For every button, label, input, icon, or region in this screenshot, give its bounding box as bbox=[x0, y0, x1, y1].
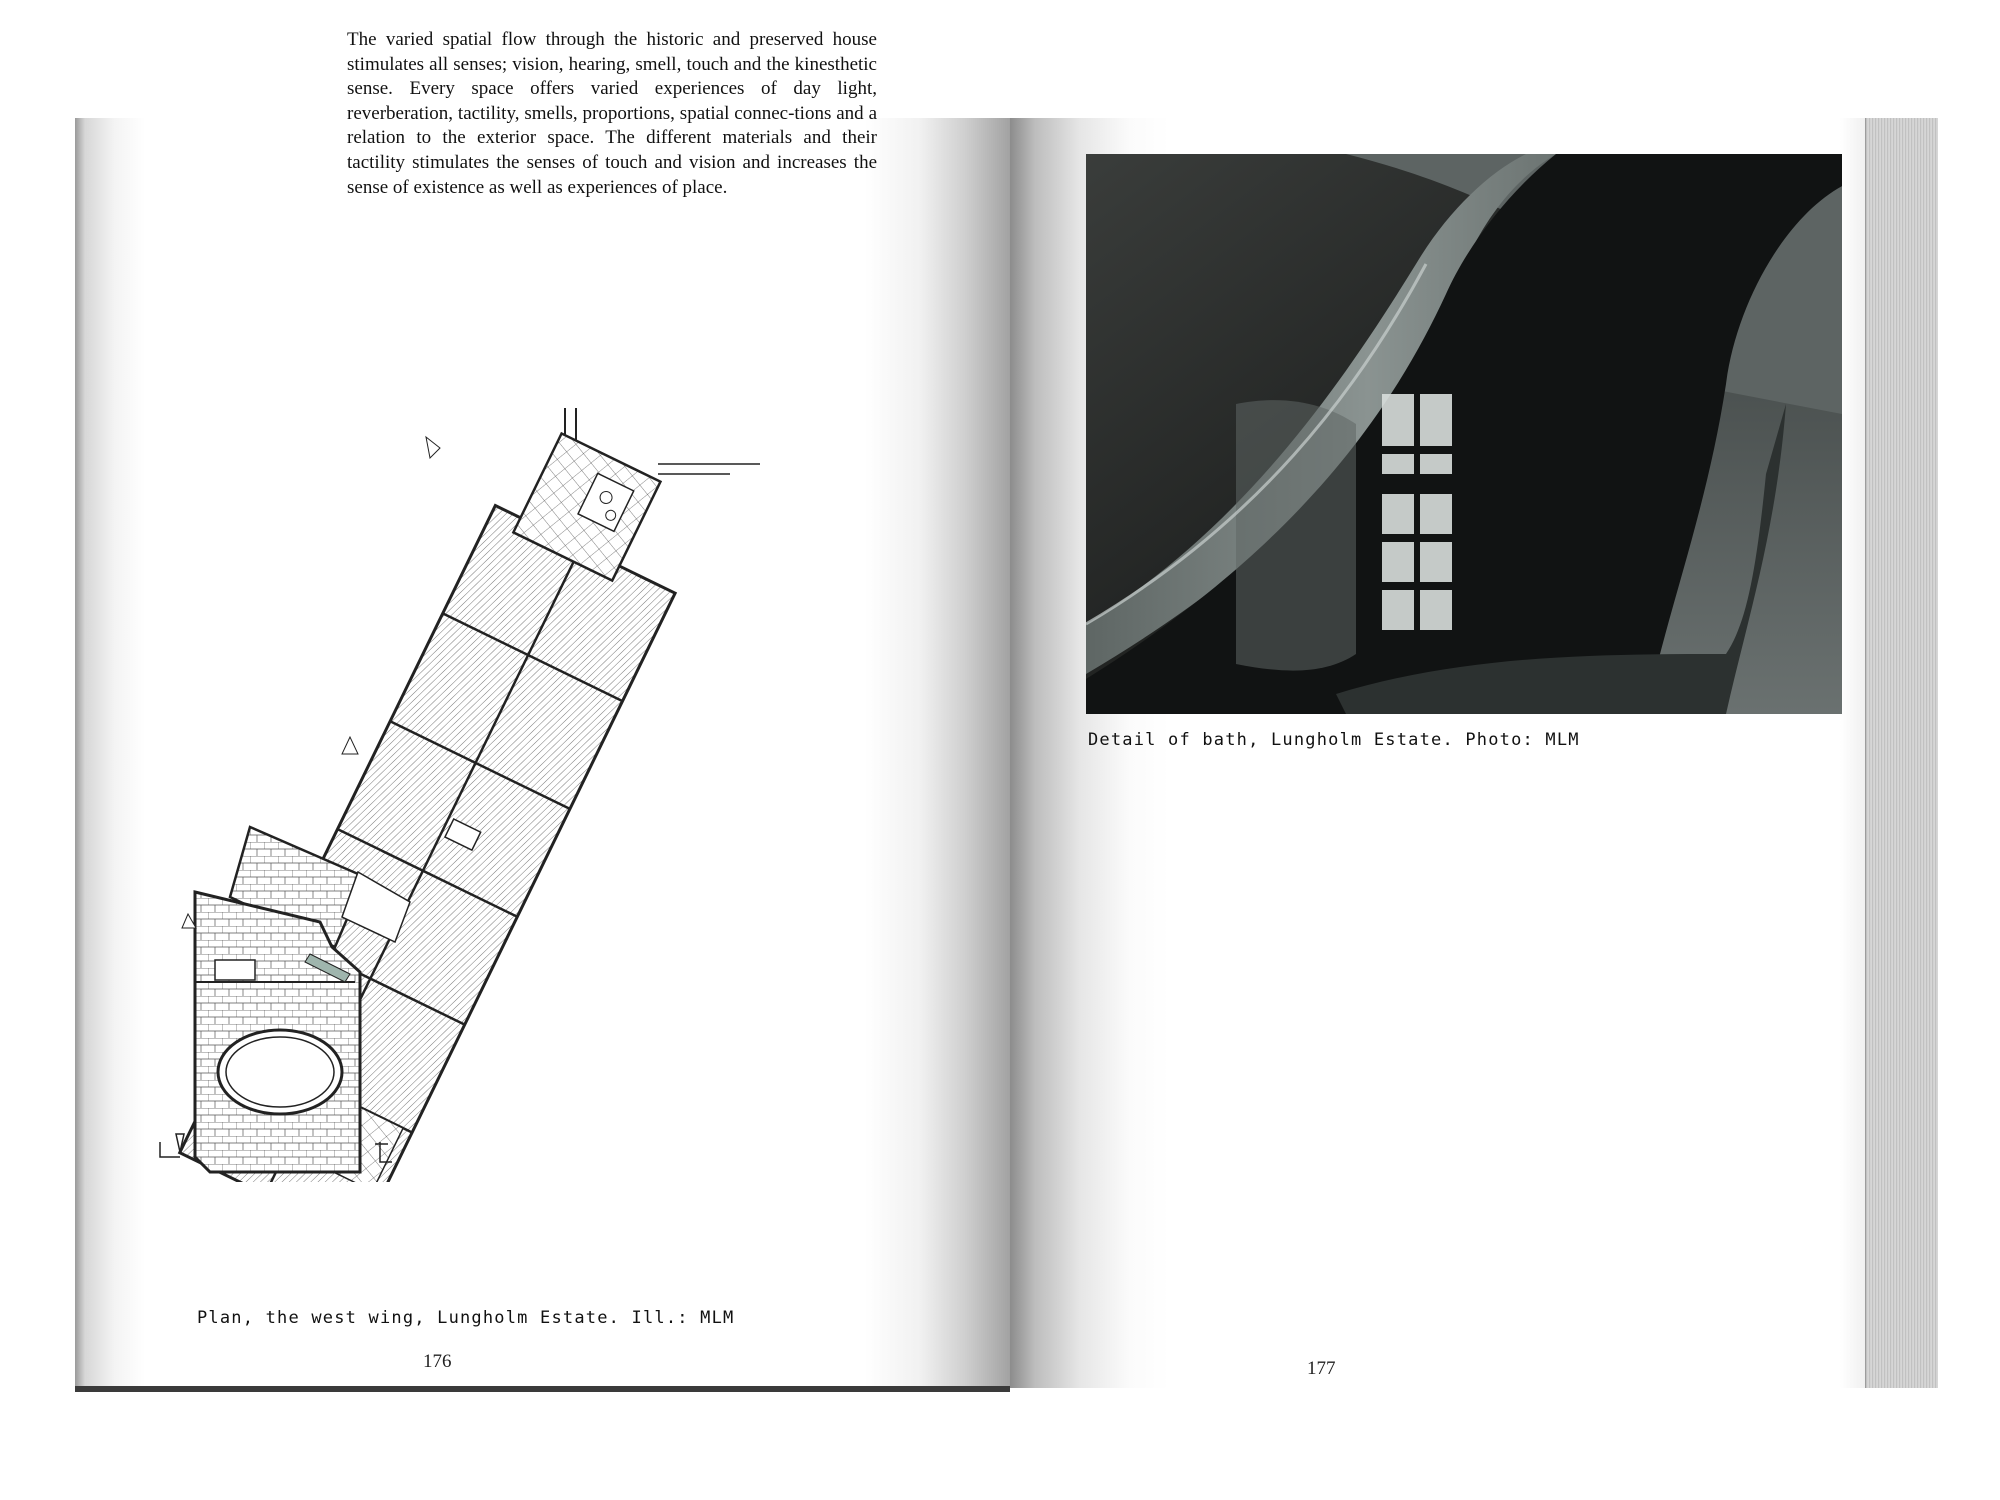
right-page-number: 177 bbox=[1307, 1358, 1336, 1379]
plan-caption: Plan, the west wing, Lungholm Estate. Ill.: MLM bbox=[197, 1308, 735, 1328]
left-page-number: 176 bbox=[423, 1351, 452, 1372]
photo-caption: Detail of bath, Lungholm Estate. Photo: MLM bbox=[1088, 730, 1580, 750]
floor-plan-drawing bbox=[110, 282, 770, 1182]
book-cover-edge bbox=[75, 1386, 1010, 1392]
intro-paragraph: The varied spatial flow through the historic and preserved house stimulates all senses; vision, hearing, smell, touch and the kinesthetic sense. Every space offers varied experiences of day light, reverberation, tactility, smells, proportions, spatial connec-tions and a relation to the exterior space. The different materials and their tactility stimulates the senses of touch and vision and increases the sense of existence as well as experiences of place. bbox=[347, 29, 877, 198]
page-edges bbox=[1865, 118, 1938, 1388]
bath-detail-photo bbox=[1086, 154, 1842, 714]
